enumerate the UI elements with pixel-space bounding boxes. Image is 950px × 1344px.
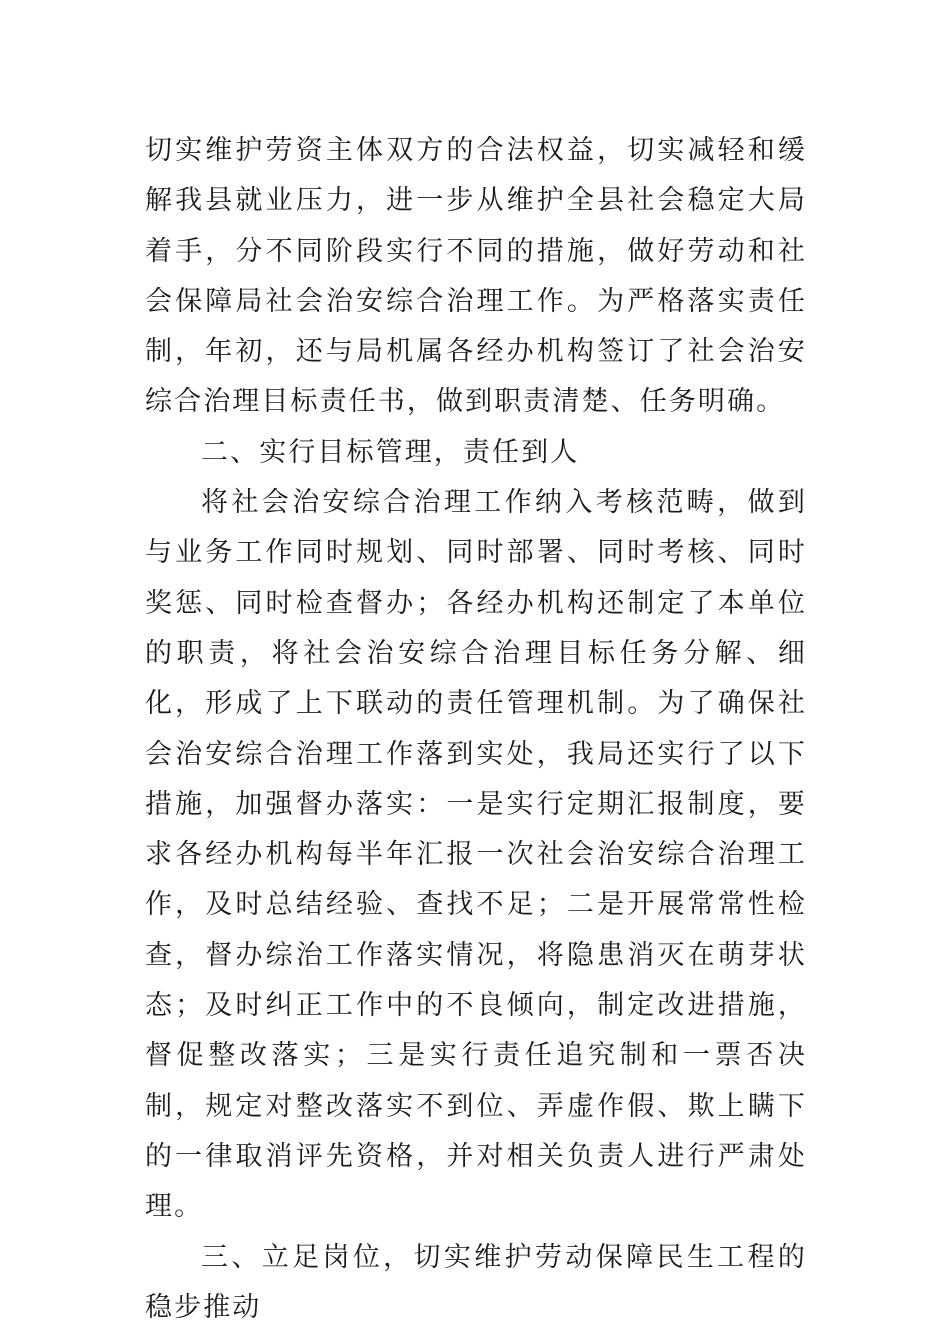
section-heading-3: 三、立足岗位，切实维护劳动保障民生工程的稳步推动	[145, 1241, 807, 1323]
section-heading-2: 二、实行目标管理，责任到人	[201, 436, 580, 468]
paragraph-target-management: 将社会治安综合治理工作纳入考核范畴，做到与业务工作同时规划、同时部署、同时考核、同时奖惩、同时检查督办；各经办机构还制定了本单位的职责，将社会治安综合治理目标任务分解、细化，形成了上下联动的责任管理机制。为了确保社会治安综合治理工作落到实处，我局还实行了以下措施，加强督办落实：一是实行定期汇报制度，要求各经办机构每半年汇报一次社会治安综合治理工作，及时总结经验、查找不足；二是开展常常性检查，督办综治工作落实情况，将隐患消灭在萌芽状态；及时纠正工作中的不良倾向，制定改进措施，督促整改落实；三是实行责任追究制和一票否决制，规定对整改落实不到位、弄虚作假、欺上瞒下的一律取消评先资格，并对相关负责人进行严肃处理。	[145, 487, 807, 1223]
document-body	[145, 126, 807, 1333]
paragraph-continuation: 切实维护劳资主体双方的合法权益，切实减轻和缓解我县就业压力，进一步从维护全县社会稳定大局着手，分不同阶段实行不同的措施，做好劳动和社会保障局社会治安综合治理工作。为严格落实责任制，年初，还与局机属各经办机构签订了社会治安综合治理目标责任书，做到职责清楚、任务明确。	[145, 135, 807, 418]
